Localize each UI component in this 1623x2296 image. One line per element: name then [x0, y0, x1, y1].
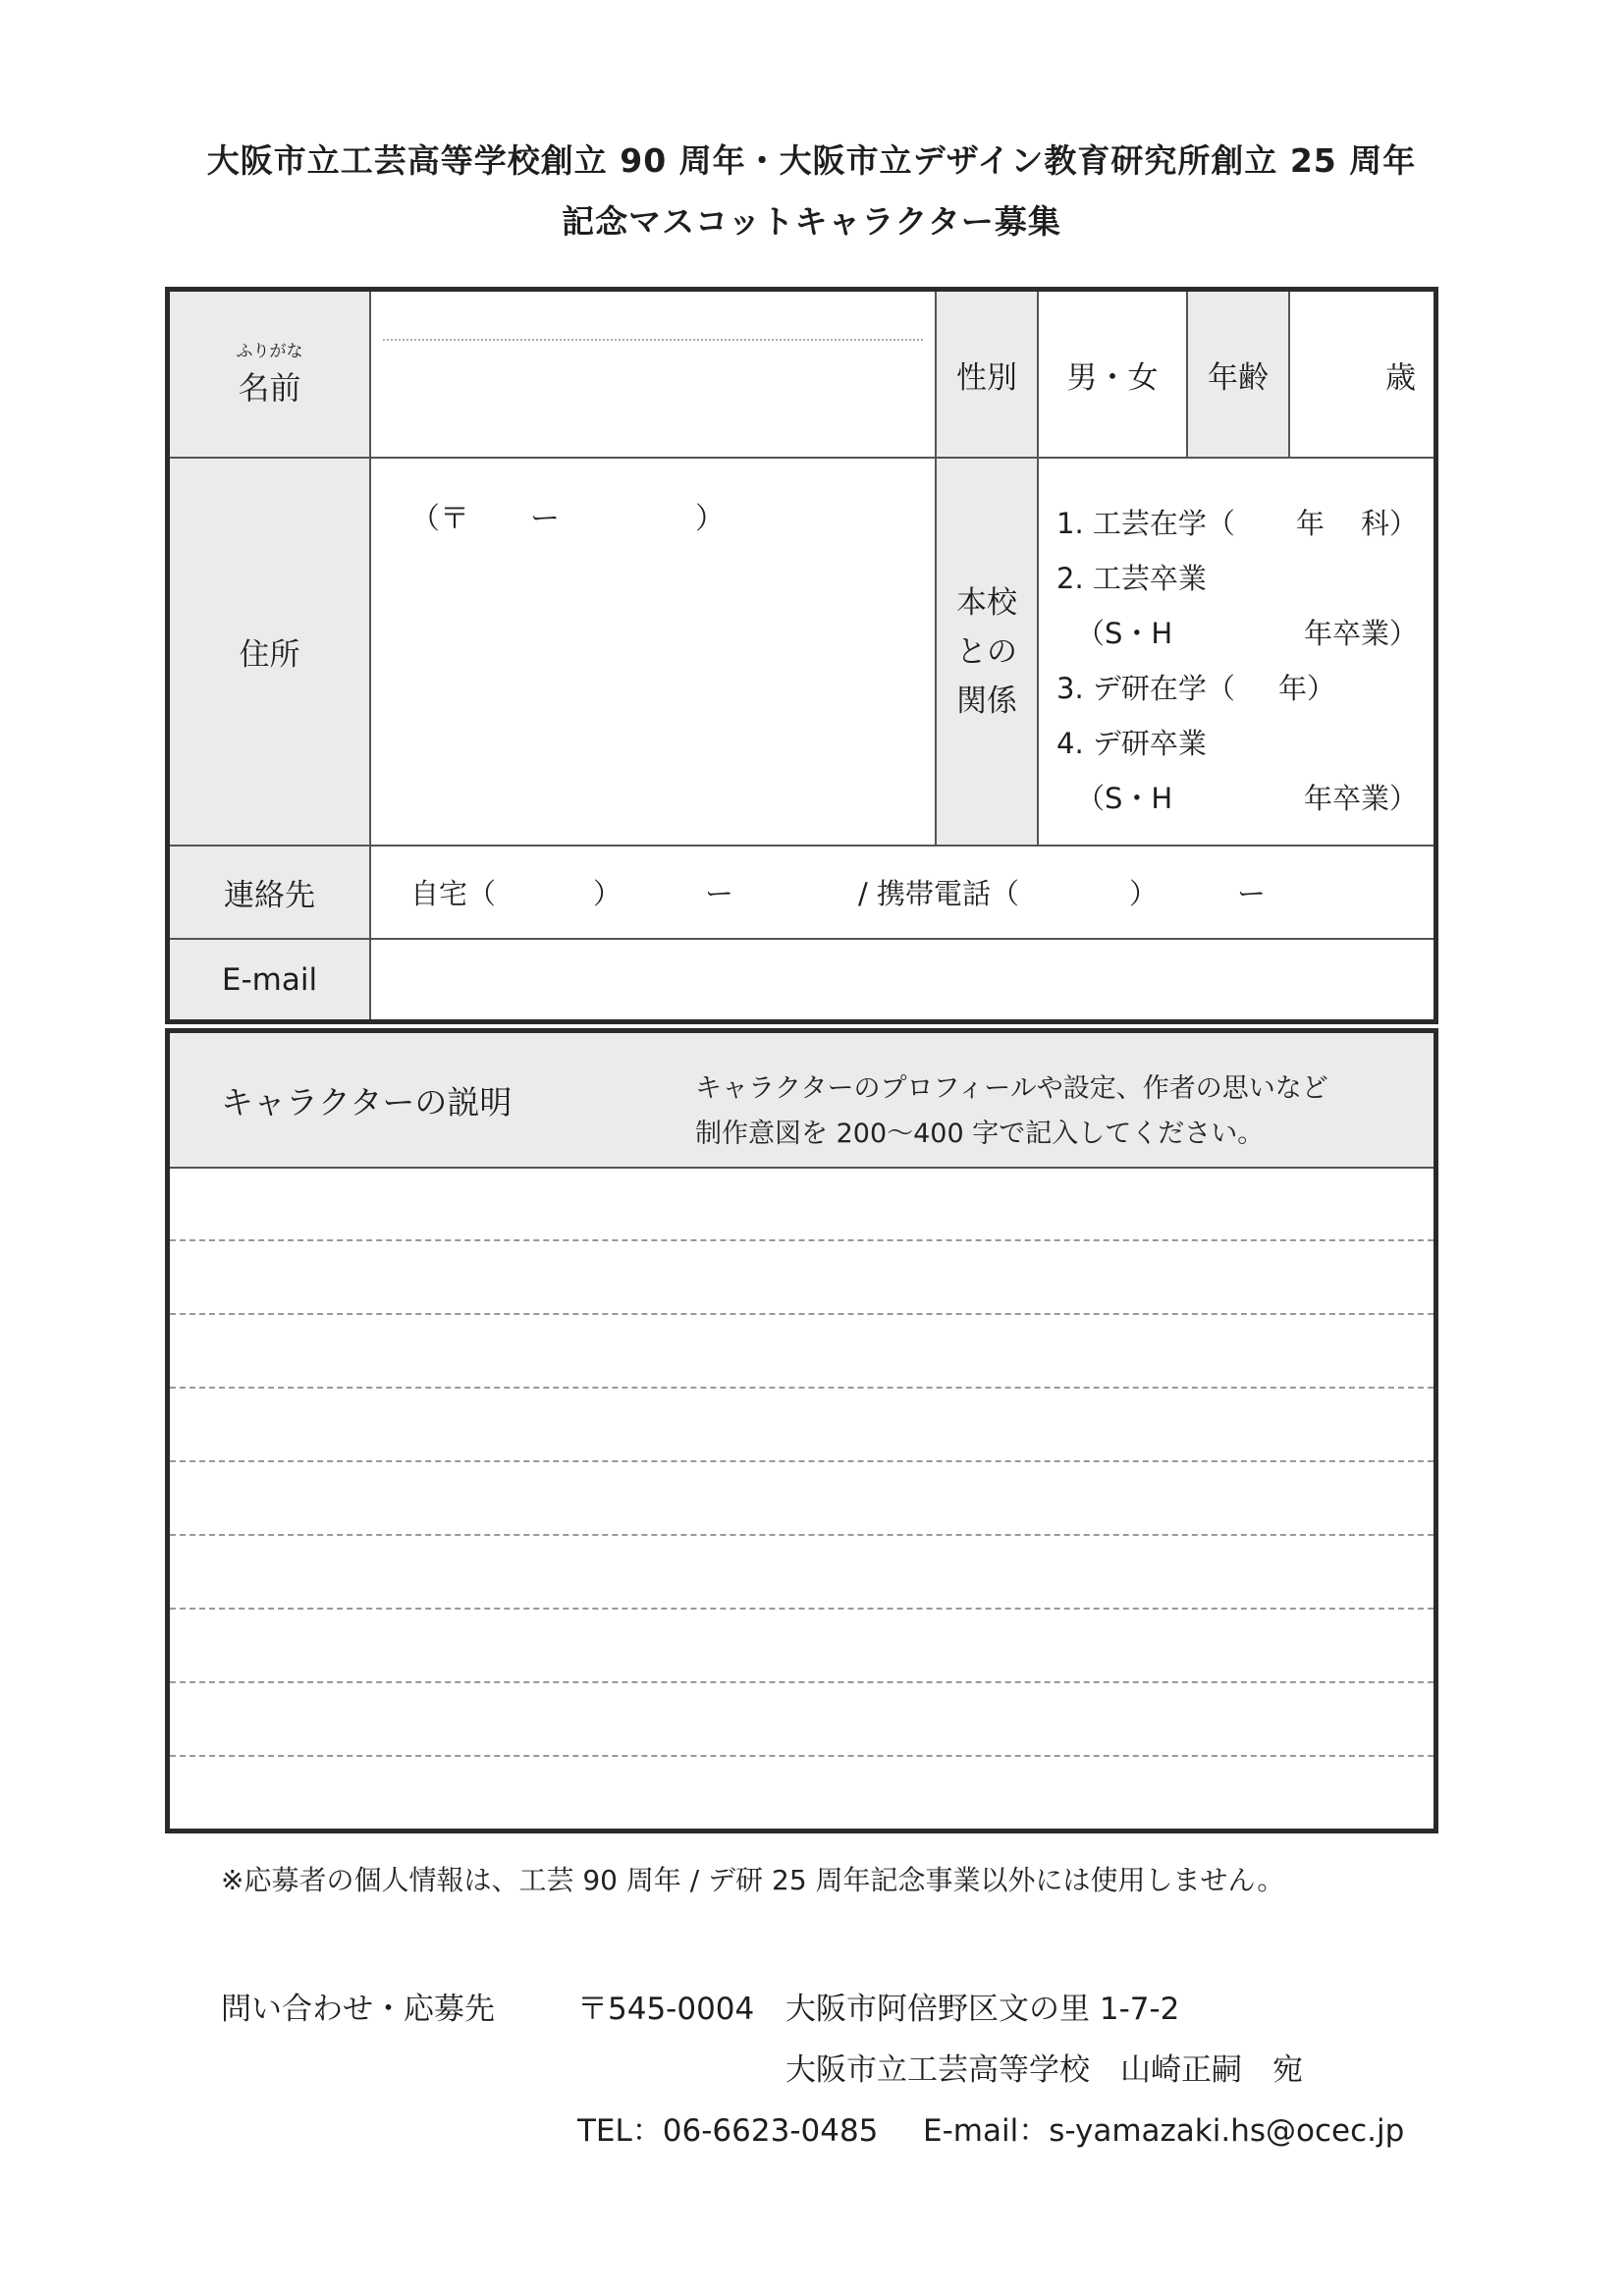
contact-field[interactable] — [371, 847, 1434, 940]
description-instruction-1: キャラクターのプロフィールや設定、作者の思いなど — [695, 1073, 1328, 1104]
inquiry-tel: TEL：06-6623-0485 — [577, 2113, 879, 2149]
postal-close: ） — [695, 502, 725, 536]
relation-field[interactable] — [1039, 459, 1434, 847]
writing-line — [170, 1681, 1434, 1683]
furigana-divider — [383, 339, 923, 341]
relation-option-2: 2. 工芸卒業 — [1056, 562, 1207, 595]
postal-open: （〒 — [410, 502, 469, 536]
inquiry-email: E-mail：s-yamazaki.hs@ocec.jp — [923, 2113, 1405, 2149]
title-line-2: 記念マスコットキャラクター募集 — [562, 202, 1061, 241]
writing-line — [170, 1460, 1434, 1462]
writing-line — [170, 1387, 1434, 1389]
home-phone-dash: ー — [705, 877, 734, 910]
age-field[interactable] — [1290, 292, 1434, 459]
mobile-phone-open: / 携帯電話（ — [858, 877, 1019, 910]
address-label: 住所 — [239, 637, 300, 673]
relation-label-3: 関係 — [956, 683, 1017, 719]
relation-option-3: 3. デ研在学（ 年） — [1056, 672, 1336, 705]
mobile-phone-dash: ー — [1237, 877, 1267, 910]
description-header — [170, 1033, 1434, 1169]
writing-line — [170, 1608, 1434, 1610]
entry-form — [165, 287, 1438, 1024]
writing-line — [170, 1534, 1434, 1536]
relation-option-2-year: （S・H 年卒業） — [1076, 617, 1418, 650]
writing-line — [170, 1755, 1434, 1757]
age-unit: 歳 — [1385, 359, 1416, 396]
mobile-phone-close: ） — [1129, 877, 1159, 910]
description-title: キャラクターの説明 — [221, 1082, 513, 1121]
postal-dash: ー — [530, 502, 560, 536]
age-label-cell — [1188, 292, 1290, 459]
gender-label: 性別 — [956, 359, 1017, 396]
gender-label-cell — [937, 292, 1039, 459]
email-field[interactable] — [371, 940, 1434, 1019]
character-description-form — [165, 1028, 1438, 1833]
inquiry-label: 問い合わせ・応募先 — [221, 1992, 495, 2027]
title-line-1: 大阪市立工芸高等学校創立 90 周年・大阪市立デザイン教育研究所創立 25 周年 — [206, 141, 1417, 180]
contact-label: 連絡先 — [224, 878, 315, 913]
gender-field[interactable] — [1039, 292, 1188, 459]
privacy-note: ※応募者の個人情報は、工芸 90 周年 / デ研 25 周年記念事業以外には使用しません。 — [221, 1864, 1285, 1896]
inquiry-postal: 〒545-0004 — [577, 1992, 755, 2027]
relation-label-cell — [937, 459, 1039, 847]
furigana-label: ふりがな — [236, 342, 303, 361]
home-phone-close: ） — [593, 877, 622, 910]
name-label: 名前 — [238, 369, 301, 407]
writing-line — [170, 1239, 1434, 1241]
address-field[interactable] — [371, 459, 937, 847]
inquiry-recipient: 大阪市立工芸高等学校 山崎正嗣 宛 — [785, 2052, 1303, 2088]
description-instruction-2: 制作意図を 200〜400 字で記入してください。 — [695, 1119, 1265, 1149]
description-writing-area[interactable] — [170, 1169, 1434, 1829]
relation-label-2: との — [956, 633, 1017, 670]
email-label: E-mail — [221, 961, 318, 998]
relation-option-1: 1. 工芸在学（ 年 科） — [1056, 507, 1418, 540]
email-label-cell — [170, 940, 371, 1019]
name-field[interactable] — [371, 292, 937, 459]
inquiry-address: 大阪市阿倍野区文の里 1-7-2 — [785, 1992, 1180, 2027]
relation-options — [1056, 496, 1418, 826]
relation-option-4-year: （S・H 年卒業） — [1076, 782, 1418, 815]
writing-line — [170, 1313, 1434, 1315]
relation-label-1: 本校 — [956, 584, 1017, 621]
name-label-cell — [170, 292, 371, 459]
home-phone-open: 自宅（ — [410, 877, 497, 910]
gender-options: 男・女 — [1066, 359, 1159, 396]
contact-label-cell — [170, 847, 371, 940]
relation-option-4: 4. デ研卒業 — [1056, 727, 1207, 760]
address-label-cell — [170, 459, 371, 847]
age-label: 年齢 — [1208, 359, 1269, 396]
